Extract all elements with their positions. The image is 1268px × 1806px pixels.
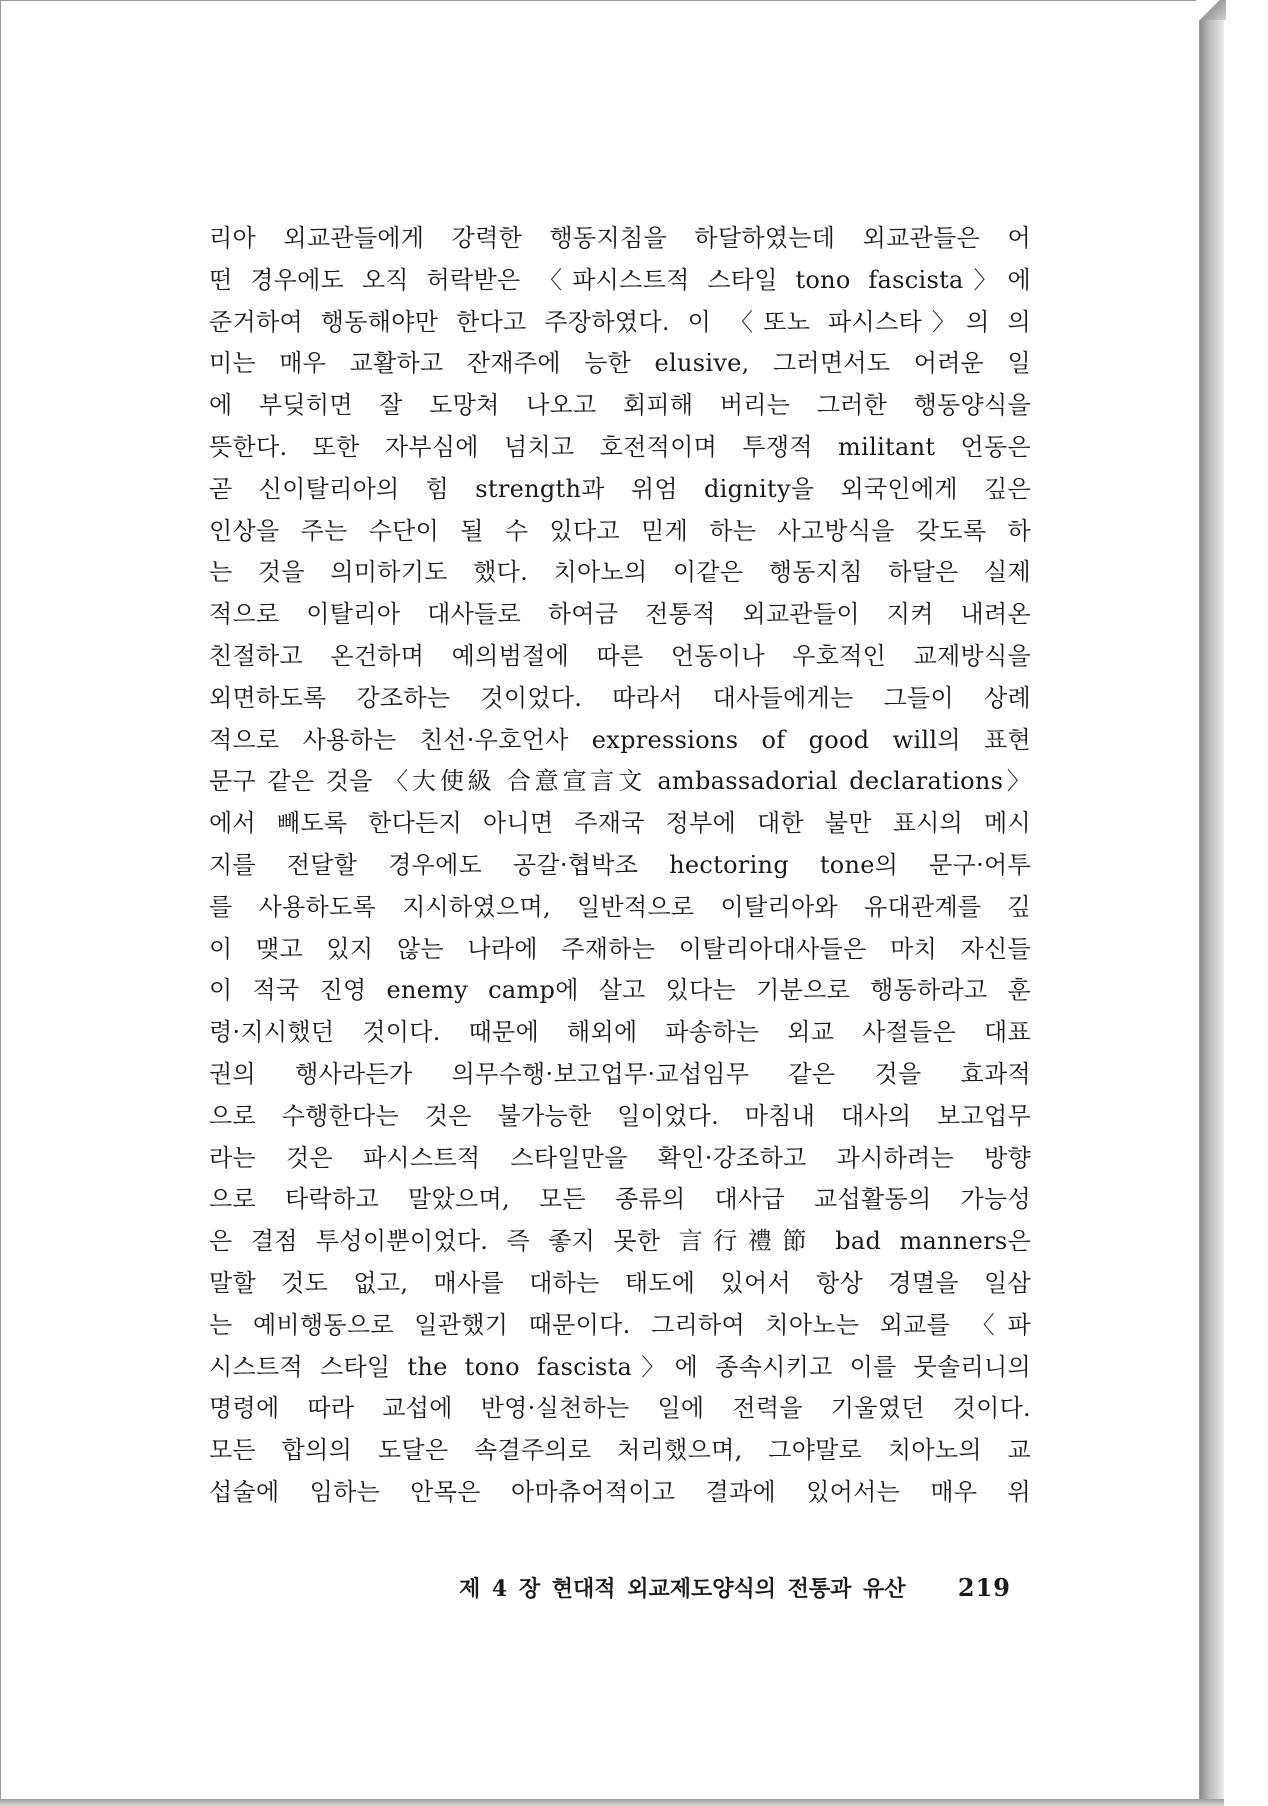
body-line: 적으로 이탈리아 대사들로 하여금 전통적 외교관들이 지켜 내려온 xyxy=(209,600,1031,629)
body-line: 이 적국 진영 enemy camp에 살고 있다는 기분으로 행동하라고 훈 xyxy=(209,976,1031,1005)
body-line: 떤 경우에도 오직 허락받은 〈파시스트적 스타일 tono fascista〉에 xyxy=(209,265,1031,294)
body-line: 라는 것은 파시스트적 스타일만을 확인·강조하고 과시하려는 방향 xyxy=(209,1143,1031,1172)
body-line: 령·지시했던 것이다. 때문에 해외에 파송하는 외교 사절들은 대표 xyxy=(209,1018,1031,1047)
page-corner-fold xyxy=(1196,0,1226,20)
body-line: 시스트적 스타일 the tono fascista〉에 종속시키고 이를 뭇솔리니의 xyxy=(209,1352,1031,1381)
body-line: 모든 합의의 도달은 속결주의로 처리했으며, 그야말로 치아노의 교 xyxy=(209,1436,1031,1465)
body-line: 은 결점 투성이뿐이었다. 즉 좋지 못한 言行禮節 bad manners은 xyxy=(209,1227,1031,1256)
body-line: 권의 행사라든가 의무수행·보고업무·교섭임무 같은 것을 효과적 xyxy=(209,1059,1031,1088)
body-line: 리아 외교관들에게 강력한 행동지침을 하달하였는데 외교관들은 어 xyxy=(209,224,1031,252)
body-line: 이 맺고 있지 않는 나라에 주재하는 이탈리아대사들은 마치 자신들 xyxy=(209,934,1031,963)
body-line: 친절하고 온건하며 예의범절에 따른 언동이나 우호적인 교제방식을 xyxy=(209,641,1031,670)
body-line: 는 것을 의미하기도 했다. 치아노의 이같은 행동지침 하달은 실제 xyxy=(209,558,1031,587)
body-line: 미는 매우 교활하고 잔재주에 능한 elusive, 그러면서도 어려운 일 xyxy=(209,349,1031,378)
body-line: 문구 같은 것을 〈大使級 合意宣言文 ambassadorial declarations〉 xyxy=(209,767,1031,796)
body-line: 를 사용하도록 지시하였으며, 일반적으로 이탈리아와 유대관계를 깊 xyxy=(209,892,1031,921)
running-footer xyxy=(459,1567,1011,1607)
body-line: 섭술에 임하는 안목은 아마츄어적이고 결과에 있어서는 매우 위 xyxy=(209,1477,1031,1506)
body-line: 지를 전달할 경우에도 공갈·협박조 hectoring tone의 문구·어투 xyxy=(209,850,1031,879)
body-line: 는 예비행동으로 일관했기 때문이다. 그리하여 치아노는 외교를 〈파 xyxy=(209,1310,1031,1339)
page-stack-edge xyxy=(1200,0,1224,1806)
body-line: 으로 타락하고 말았으며, 모든 종류의 대사급 교섭활동의 가능성 xyxy=(209,1185,1031,1214)
body-line: 으로 수행한다는 것은 불가능한 일이었다. 마침내 대사의 보고업무 xyxy=(209,1101,1031,1130)
body-line: 외면하도록 강조하는 것이었다. 따라서 대사들에게는 그들이 상례 xyxy=(209,683,1031,712)
body-line: 명령에 따라 교섭에 반영·실천하는 일에 전력을 기울였던 것이다. xyxy=(209,1394,1031,1423)
body-line: 에서 빼도록 한다든지 아니면 주재국 정부에 대한 불만 표시의 메시 xyxy=(209,809,1031,838)
body-line: 곧 신이탈리아의 힘 strength과 위엄 dignity을 외국인에게 깊은 xyxy=(209,474,1031,503)
page-number: 219 xyxy=(957,1572,1011,1602)
body-line: 뜻한다. 또한 자부심에 넘치고 호전적이며 투쟁적 militant 언동은 xyxy=(209,432,1031,461)
body-line: 준거하여 행동해야만 한다고 주장하였다. 이 〈또노 파시스타〉의 의 xyxy=(209,307,1031,336)
body-line: 에 부딪히면 잘 도망쳐 나오고 회피해 버리는 그러한 행동양식을 xyxy=(209,391,1031,420)
chapter-title: 제 4 장 현대적 외교제도양식의 전통과 유산 xyxy=(459,1575,906,1602)
body-line: 말할 것도 없고, 매사를 대하는 태도에 있어서 항상 경멸을 일삼 xyxy=(209,1268,1031,1297)
page-bottom-edge xyxy=(0,1799,1224,1806)
body-text xyxy=(209,218,1031,1514)
body-line: 적으로 사용하는 친선·우호언사 expressions of good will의 표현 xyxy=(209,725,1031,754)
body-line: 인상을 주는 수단이 될 수 있다고 믿게 하는 사고방식을 갖도록 하 xyxy=(209,516,1031,545)
